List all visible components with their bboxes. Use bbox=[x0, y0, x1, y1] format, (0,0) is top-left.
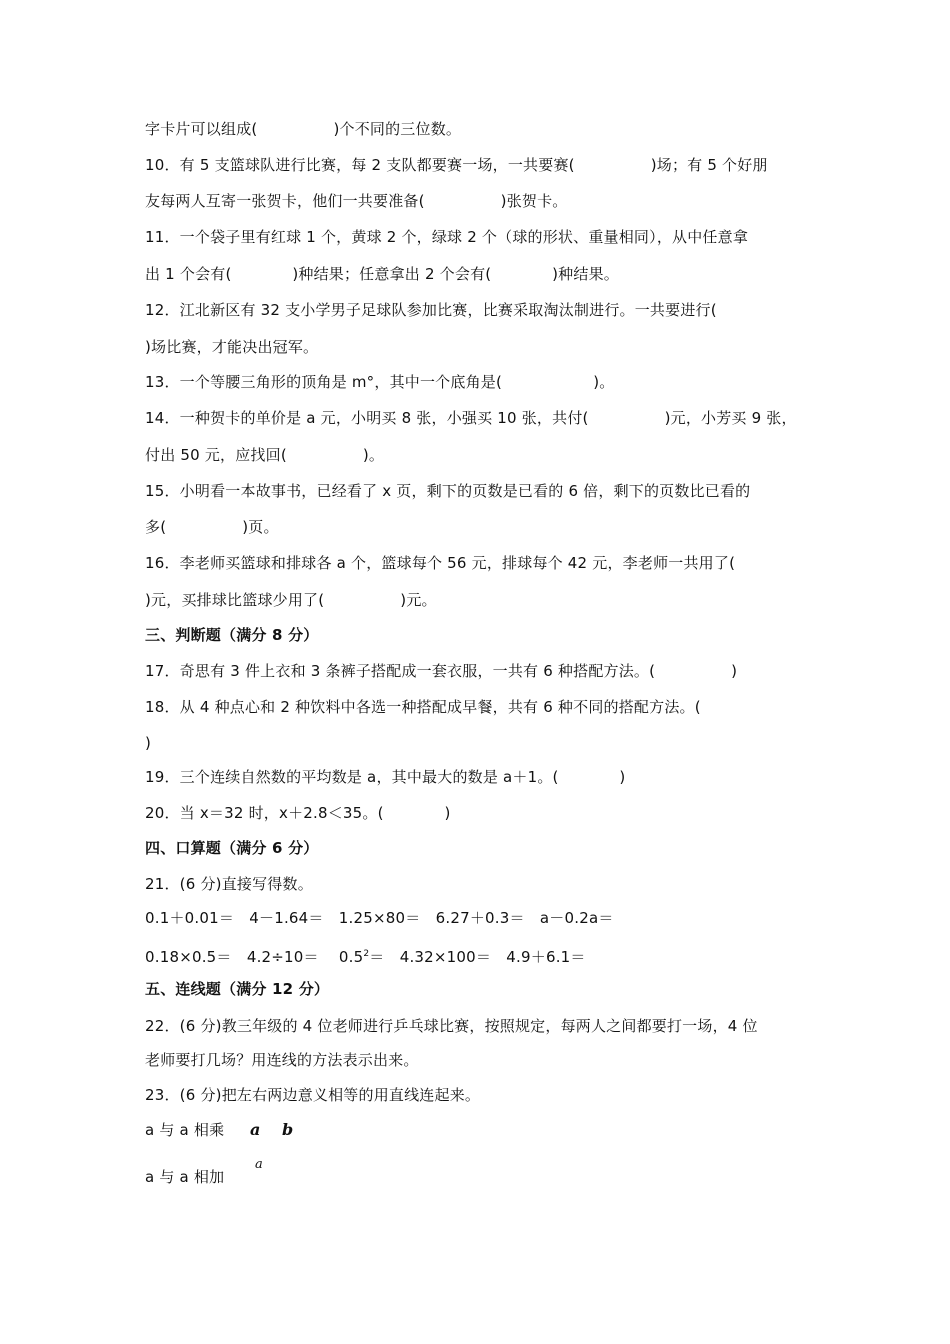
q23-line: 23．(6 分)把左右两边意义相等的用直线连起来。 bbox=[145, 1086, 481, 1104]
q14-line-1: 14．一种贺卡的单价是 a 元，小明买 8 张，小强买 10 张，共付( )元，小芳买 9 张， bbox=[145, 409, 797, 427]
exponent: 2 bbox=[363, 949, 370, 959]
q15-line-1: 15．小明看一本故事书，已经看了 x 页，剩下的页数是已看的 6 倍，剩下的页数比已看的 bbox=[145, 482, 751, 500]
q21-expressions-row-2 bbox=[145, 944, 586, 967]
section-5-heading: 五、连线题（满分 12 分） bbox=[145, 980, 330, 998]
q11-line-2: 出 1 个会有( )种结果；任意拿出 2 个会有( )种结果。 bbox=[145, 265, 619, 283]
q12-line-2: )场比赛，才能决出冠军。 bbox=[145, 338, 319, 356]
q10-line-1: 10．有 5 支篮球队进行比赛，每 2 支队都要赛一场，一共要赛( )场；有 5 个好朋 bbox=[145, 156, 768, 174]
q11-line-1: 11．一个袋子里有红球 1 个，黄球 2 个，绿球 2 个（球的形状、重量相同），从中任意拿 bbox=[145, 228, 749, 246]
q14-line-2: 付出 50 元，应找回( )。 bbox=[145, 446, 385, 464]
q10-line-2: 友每两人互寄一张贺卡，他们一共要准备( )张贺卡。 bbox=[145, 192, 568, 210]
q18-line-1: 18．从 4 种点心和 2 种饮料中各选一种搭配成早餐，共有 6 种不同的搭配方法。( bbox=[145, 698, 701, 716]
expr-row-2-part-a: 0.18×0.5＝ 4.2÷10＝ 0.5 bbox=[145, 948, 364, 966]
q18-line-2: ) bbox=[145, 734, 152, 752]
q22-line-1: 22．(6 分)教三年级的 4 位老师进行乒乓球比赛，按照规定，每两人之间都要打一场，4 位 bbox=[145, 1017, 758, 1035]
q21-line: 21．(6 分)直接写得数。 bbox=[145, 875, 313, 893]
q19-line: 19．三个连续自然数的平均数是 a，其中最大的数是 a＋1。( ) bbox=[145, 768, 626, 786]
q22-line-2: 老师要打几场？用连线的方法表示出来。 bbox=[145, 1051, 419, 1069]
math-a: a bbox=[255, 1157, 263, 1172]
q16-line-2: )元，买排球比篮球少用了( )元。 bbox=[145, 591, 437, 609]
q9-continuation: 字卡片可以组成( )个不同的三位数。 bbox=[145, 120, 462, 138]
expr-row-2-part-b: ＝ 4.32×100＝ 4.9＋6.1＝ bbox=[369, 948, 586, 966]
q21-expressions-row-1: 0.1＋0.01＝ 4－1.64＝ 1.25×80＝ 6.27＋0.3＝ a－0.2a＝ bbox=[145, 909, 614, 927]
section-3-heading: 三、判断题（满分 8 分） bbox=[145, 626, 319, 644]
q12-line-1: 12．江北新区有 32 支小学男子足球队参加比赛，比赛采取淘汰制进行。一共要进行( bbox=[145, 301, 717, 319]
match-left-item-2: a 与 a 相加 bbox=[145, 1168, 225, 1186]
q20-line: 20．当 x＝32 时，x＋2.8＜35。( ) bbox=[145, 804, 451, 822]
q13-line: 13．一个等腰三角形的顶角是 m°，其中一个底角是( )。 bbox=[145, 373, 615, 391]
section-4-heading: 四、口算题（满分 6 分） bbox=[145, 839, 319, 857]
match-left-item-1: a 与 a 相乘 bbox=[145, 1121, 225, 1139]
q15-line-2: 多( )页。 bbox=[145, 518, 279, 536]
q16-line-1: 16．李老师买篮球和排球各 a 个，篮球每个 56 元，排球每个 42 元，李老师一共用了( bbox=[145, 554, 736, 572]
q17-line: 17．奇思有 3 件上衣和 3 条裤子搭配成一套衣服，一共有 6 种搭配方法。( ) bbox=[145, 662, 738, 680]
math-a-b: a b bbox=[250, 1120, 294, 1139]
